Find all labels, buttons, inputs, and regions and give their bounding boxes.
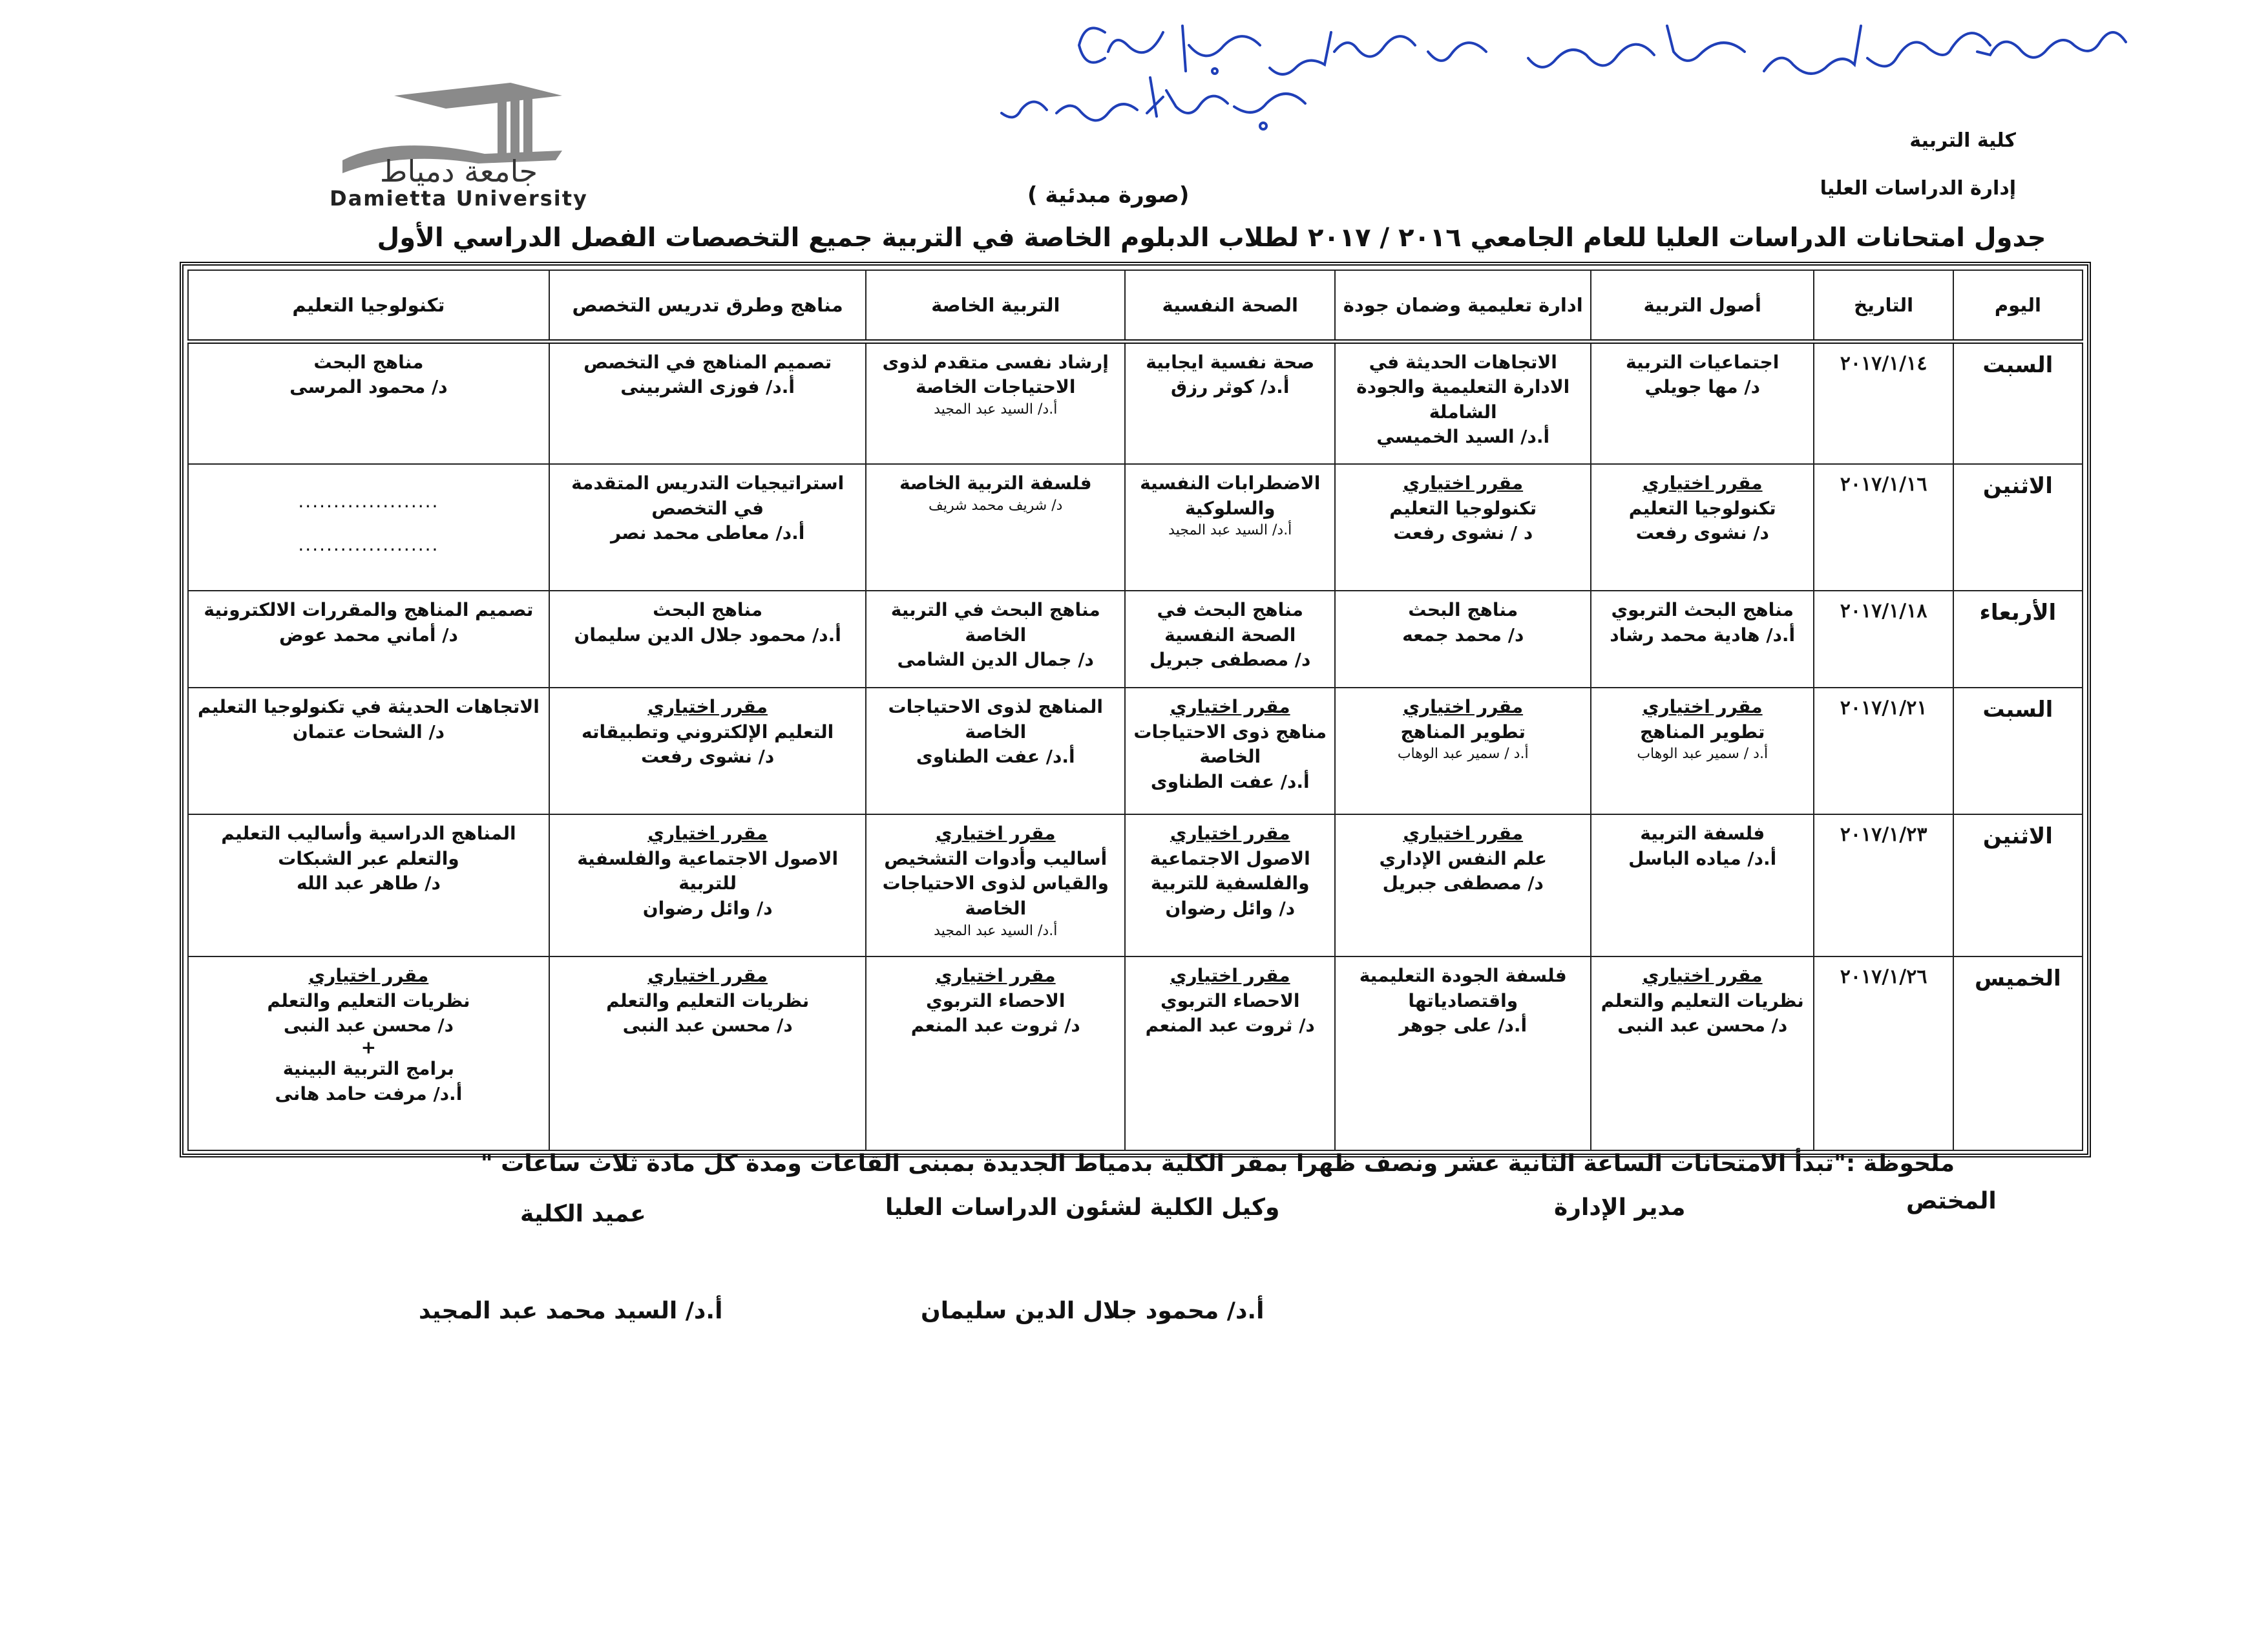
elective-label: مقرر اختياري <box>1403 823 1524 844</box>
course-name: المناهج الدراسية وأساليب التعليم والتعلم عبر الشبكات <box>221 823 516 869</box>
empty-placeholder: .................... <box>298 533 439 555</box>
course-name: مناهج البحث في الصحة النفسية <box>1157 599 1303 646</box>
professor-name: أ.د / سمير عبد الوهاب <box>1397 746 1529 763</box>
dean-name: أ.د/ السيد محمد عبد المجيد <box>419 1298 723 1324</box>
exam-cell <box>866 814 1125 956</box>
exam-cell <box>549 464 866 591</box>
professor-name: د/ محمد جمعه <box>1402 624 1524 646</box>
exam-cell <box>549 956 866 1150</box>
signature-admin-manager: مدير الإدارة <box>1554 1194 1686 1221</box>
exam-cell <box>1335 814 1591 956</box>
exam-cell <box>1335 688 1591 814</box>
professor-name: أ.د/ مياده الباسل <box>1628 847 1777 869</box>
professor-name: د/ مصطفى جبريل <box>1382 872 1544 894</box>
professor-name: د/ محسن عبد النبى <box>1617 1015 1788 1037</box>
professor-name: أ.د/ السيد الخميسي <box>1376 426 1550 448</box>
elective-label: مقرر اختياري <box>1170 696 1290 717</box>
course-name: استراتيجيات التدريس المتقدمة في التخصص <box>571 472 845 519</box>
exam-cell <box>1335 341 1591 464</box>
course-name: أساليب وأدوات التشخيص والقياس لذوى الاحتياجات الخاصة <box>882 847 1109 919</box>
exam-cell <box>188 688 549 814</box>
date-cell: ٢٠١٧/١/١٨ <box>1814 591 1953 688</box>
exam-cell <box>549 814 866 956</box>
course-name: الاضطرابات النفسية والسلوكية <box>1140 472 1321 519</box>
day-cell: السبت <box>1953 688 2083 814</box>
professor-name: أ.د/ فوزى الشربينى <box>620 376 795 398</box>
professor-name: أ.د / سمير عبد الوهاب <box>1637 746 1769 763</box>
exam-cell <box>1125 464 1335 591</box>
exam-schedule-table <box>187 269 2083 1151</box>
date-cell: ٢٠١٧/١/٢٦ <box>1814 956 1953 1150</box>
exam-cell <box>549 591 866 688</box>
course-name: تكنولوجيا التعليم <box>1389 497 1537 519</box>
course-name: الاحصاء التربوي <box>1160 989 1300 1011</box>
course-name: تصميم المناهج في التخصص <box>583 351 832 373</box>
date-cell: ٢٠١٧/١/١٤ <box>1814 341 1953 464</box>
professor-name: أ.د/ هادية محمد رشاد <box>1610 624 1796 646</box>
professor-name: د/ محسن عبد النبى <box>622 1015 793 1037</box>
col-header-date: التاريخ <box>1814 270 1953 341</box>
exam-cell <box>1335 464 1591 591</box>
col-header-day: اليوم <box>1953 270 2083 341</box>
course-name: الاتجاهات الحديثة في الادارة التعليمية والجودة الشاملة <box>1356 351 1570 423</box>
professor-name: أ.د/ كوثر رزق <box>1171 376 1290 398</box>
elective-label: مقرر اختياري <box>1642 696 1763 717</box>
day-cell: الاثنين <box>1953 464 2083 591</box>
course-name: تطوير المناهج <box>1400 721 1526 743</box>
col-header-foundations: أصول التربية <box>1591 270 1814 341</box>
exam-cell <box>1125 956 1335 1150</box>
table-row <box>188 591 2083 688</box>
course-name: التعليم الإلكتروني وتطبيقاته <box>582 721 834 743</box>
course-name: مناهج ذوى الاحتياجات الخاصة <box>1133 721 1327 768</box>
course-name: برامج التربية البينية <box>282 1057 455 1079</box>
exam-cell <box>866 688 1125 814</box>
elective-label: مقرر اختياري <box>1403 696 1524 717</box>
date-cell: ٢٠١٧/١/١٦ <box>1814 464 1953 591</box>
exam-cell <box>1591 956 1814 1150</box>
day-cell: الأربعاء <box>1953 591 2083 688</box>
professor-name: أ.د/ عفت الطناوى <box>916 746 1075 768</box>
schedule-table-frame <box>180 262 2091 1157</box>
exam-cell <box>1335 591 1591 688</box>
exam-cell <box>866 956 1125 1150</box>
professor-name: أ.د/ عفت الطناوى <box>1150 770 1310 792</box>
vice-dean-name: أ.د/ محمود جلال الدين سليمان <box>921 1298 1265 1324</box>
professor-name: د/ نشوى رفعت <box>641 746 775 768</box>
professor-name: د/ محمود المرسى <box>289 376 448 398</box>
exam-cell <box>1125 814 1335 956</box>
col-header-admin-quality: ادارة تعليمية وضمان جودة <box>1335 270 1591 341</box>
course-name: فلسفة الجودة التعليمية واقتصادياتها <box>1359 965 1567 1011</box>
signature-dean: عميد الكلية <box>520 1201 646 1227</box>
professor-name: د/ جمال الدين الشامى <box>897 649 1094 671</box>
exam-cell <box>1125 591 1335 688</box>
exam-cell <box>549 341 866 464</box>
exam-cell <box>1335 956 1591 1150</box>
professor-name: د/ مها جويلي <box>1644 376 1760 398</box>
col-header-curricula: مناهج وطرق تدريس التخصص <box>549 270 866 341</box>
professor-name: د/ الشحات عتمان <box>292 721 445 743</box>
table-row <box>188 464 2083 591</box>
professor-name: د/ محسن عبد النبى <box>283 1015 454 1037</box>
exam-cell <box>1591 341 1814 464</box>
exam-cell <box>1591 688 1814 814</box>
exam-cell <box>1591 591 1814 688</box>
professor-name: د/ مصطفى جبريل <box>1150 649 1311 671</box>
elective-label: مقرر اختياري <box>1642 472 1763 494</box>
course-name: صحة نفسية ايجابية <box>1146 351 1315 373</box>
professor-name: أ.د/ محمود جلال الدين سليمان <box>574 624 841 646</box>
course-name: مناهج البحث <box>653 599 763 620</box>
elective-label: مقرر اختياري <box>647 965 768 986</box>
professor-name: أ.د/ على جوهر <box>1399 1015 1528 1037</box>
elective-label: مقرر اختياري <box>1170 965 1290 986</box>
exam-cell <box>188 956 549 1150</box>
professor-name: د/ طاهر عبد الله <box>297 872 441 894</box>
draft-label: (صورة مبدئية ) <box>1027 182 1190 208</box>
department-name: إدارة الدراسات العليا <box>1820 177 2016 200</box>
professor-name: أ.د/ مرفت حامد هانى <box>275 1083 463 1104</box>
elective-label: مقرر اختياري <box>647 696 768 717</box>
exam-cell <box>1125 341 1335 464</box>
col-header-special-education: التربية الخاصة <box>866 270 1125 341</box>
professor-name: د/ ثروت عبد المنعم <box>1145 1015 1315 1037</box>
date-cell: ٢٠١٧/١/٢١ <box>1814 688 1953 814</box>
professor-name: أ.د/ السيد عبد المجيد <box>1168 522 1292 539</box>
professor-name: د/ ثروت عبد المنعم <box>910 1015 1080 1037</box>
course-name: فلسفة التربية <box>1640 823 1765 844</box>
exam-cell <box>188 591 549 688</box>
exam-time-note: ملحوظة :"تبدأ الامتحانات الساعة الثانية عشر ونصف ظهرا بمقر الكلية بدمياط الجديدة بمبنى القاعات ومدة كل مادة ثلاث ساعات " <box>480 1150 1955 1177</box>
course-name: مناهج البحث <box>1408 599 1518 620</box>
professor-name: أ.د/ معاطى محمد نصر <box>610 522 805 544</box>
exam-cell <box>1591 814 1814 956</box>
course-name: الاصول الاجتماعية والفلسفية للتربية <box>577 847 839 894</box>
course-name: تكنولوجيا التعليم <box>1628 497 1776 519</box>
course-name: اجتماعيات التربية <box>1626 351 1780 373</box>
table-header-row <box>188 270 2083 341</box>
exam-cell <box>1591 464 1814 591</box>
course-name: نظريات التعليم والتعلم <box>1601 989 1804 1011</box>
course-name: إرشاد نفسى متقدم لذوى الاحتياجات الخاصة <box>882 351 1109 398</box>
elective-label: مقرر اختياري <box>1642 965 1763 986</box>
exam-cell <box>188 814 549 956</box>
date-cell: ٢٠١٧/١/٢٣ <box>1814 814 1953 956</box>
course-name: الاحصاء التربوي <box>926 989 1066 1011</box>
col-header-ed-tech: تكنولوجيا التعليم <box>188 270 549 341</box>
col-header-mental-health: الصحة النفسية <box>1125 270 1335 341</box>
professor-name: د/ نشوى رفعت <box>1635 522 1769 544</box>
course-name: الاصول الاجتماعية والفلسفية للتربية <box>1150 847 1310 894</box>
course-name: نظريات التعليم والتعلم <box>267 989 470 1011</box>
signature-specialist: المختص <box>1906 1188 1997 1214</box>
course-name: تصميم المناهج والمقررات الالكترونية <box>204 599 534 620</box>
table-row <box>188 688 2083 814</box>
exam-cell <box>1125 688 1335 814</box>
empty-placeholder: .................... <box>298 491 439 512</box>
course-name: علم النفس الإداري <box>1379 847 1547 869</box>
course-name: مناهج البحث <box>313 351 424 373</box>
exam-cell <box>188 464 549 591</box>
elective-label: مقرر اختياري <box>1170 823 1290 844</box>
exam-cell <box>866 464 1125 591</box>
course-name: مناهج البحث التربوي <box>1611 599 1794 620</box>
course-name: المناهج لذوى الاحتياجات الخاصة <box>888 696 1103 743</box>
college-name: كلية التربية <box>1909 129 2016 152</box>
table-row <box>188 341 2083 464</box>
table-row <box>188 956 2083 1150</box>
professor-name: د/ وائل رضوان <box>642 897 773 919</box>
logo-english-name: Damietta University <box>330 186 588 211</box>
document-title: جدول امتحانات الدراسات العليا للعام الجامعي ٢٠١٦ / ٢٠١٧ لطلاب الدبلوم الخاصة في التربية جميع التخصصات الفصل الدراسي الأول <box>377 223 2046 253</box>
exam-cell <box>866 341 1125 464</box>
course-name: نظريات التعليم والتعلم <box>606 989 810 1011</box>
professor-name: د/ أماني محمد عوض <box>278 624 458 646</box>
table-row <box>188 814 2083 956</box>
professor-name: أ.د/ السيد عبد المجيد <box>934 922 1058 939</box>
signature-vice-dean: وكيل الكلية لشئون الدراسات العليا <box>885 1194 1280 1221</box>
elective-label: مقرر اختياري <box>308 965 429 986</box>
elective-label: مقرر اختياري <box>1403 472 1524 494</box>
exam-cell <box>866 591 1125 688</box>
plus-sign: + <box>361 1036 377 1058</box>
professor-name: د / نشوى رفعت <box>1393 522 1533 544</box>
professor-name: أ.د/ السيد عبد المجيد <box>934 401 1058 417</box>
professor-name: د/ وائل رضوان <box>1165 897 1296 919</box>
course-name: الاتجاهات الحديثة في تكنولوجيا التعليم <box>197 696 540 717</box>
day-cell: السبت <box>1953 341 2083 464</box>
course-name: مناهج البحث في التربية الخاصة <box>890 599 1100 646</box>
professor-name: د/ شريف محمد شريف <box>929 497 1063 514</box>
day-cell: الاثنين <box>1953 814 2083 956</box>
course-name: تطوير المناهج <box>1639 721 1765 743</box>
elective-label: مقرر اختياري <box>935 965 1056 986</box>
elective-label: مقرر اختياري <box>647 823 768 844</box>
exam-cell <box>188 341 549 464</box>
day-cell: الخميس <box>1953 956 2083 1150</box>
elective-label: مقرر اختياري <box>935 823 1056 844</box>
logo-arabic-name: جامعة دمياط <box>379 154 538 189</box>
course-name: فلسفة التربية الخاصة <box>899 472 1092 494</box>
exam-cell <box>549 688 866 814</box>
